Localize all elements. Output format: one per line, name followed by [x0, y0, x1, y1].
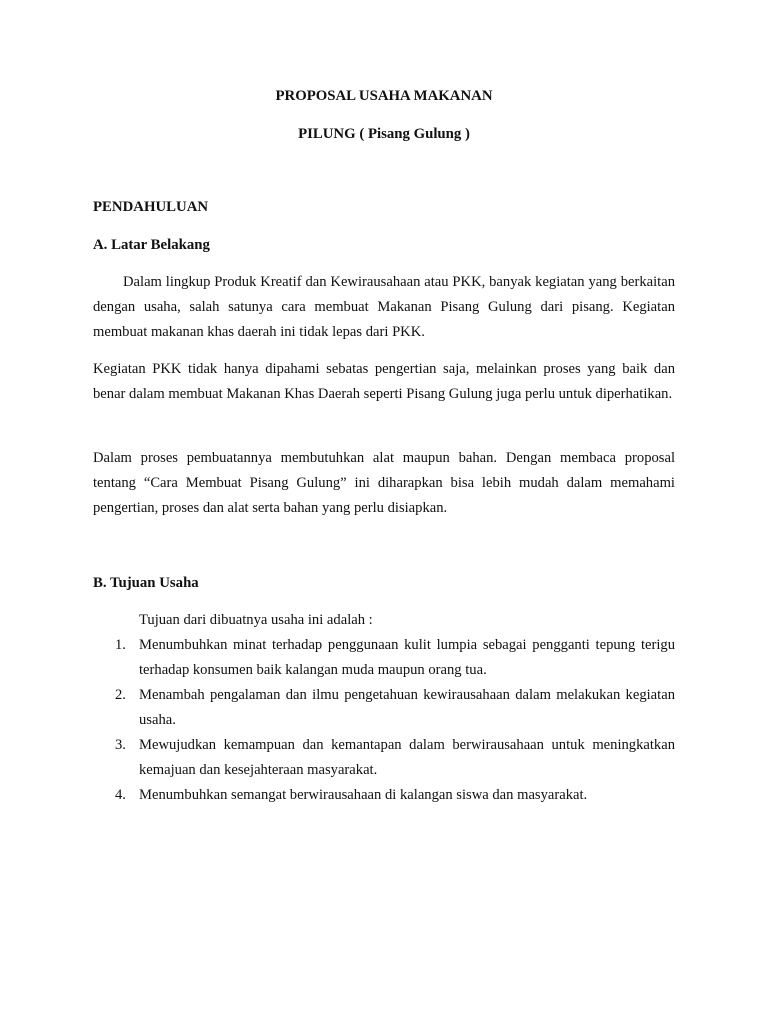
list-item	[93, 733, 675, 783]
list-item-text: Menumbuhkan semangat berwirausahaan di kalangan siswa dan masyarakat.	[139, 787, 588, 803]
paragraph-latar-1: Dalam lingkup Produk Kreatif dan Kewirausahaan atau PKK, banyak kegiatan yang berkaitan dengan usaha, salah satunya cara membuat Makanan Pisang Gulung dari pisang. Kegiatan membuat makanan khas daerah ini tidak lepas dari PKK.	[93, 274, 675, 340]
list-item-number: 4.	[115, 787, 126, 803]
section-heading-latar-belakang: A. Latar Belakang	[93, 237, 210, 253]
list-item	[93, 633, 675, 683]
document-subtitle: PILUNG ( Pisang Gulung )	[298, 126, 470, 142]
list-item-number: 3.	[115, 737, 126, 753]
list-item-text: Menumbuhkan minat terhadap penggunaan kulit lumpia sebagai pengganti tepung terigu terhadap konsumen baik kalangan muda maupun orang tua.	[139, 637, 675, 678]
tujuan-intro: Tujuan dari dibuatnya usaha ini adalah :	[139, 612, 373, 628]
list-item	[93, 683, 675, 733]
document-title: PROPOSAL USAHA MAKANAN	[275, 88, 493, 104]
list-item	[93, 783, 675, 808]
list-item-number: 2.	[115, 687, 126, 703]
list-item-text: Menambah pengalaman dan ilmu pengetahuan kewirausahaan dalam melakukan kegiatan usaha.	[139, 687, 675, 728]
paragraph-latar-2: Kegiatan PKK tidak hanya dipahami sebatas pengertian saja, melainkan proses yang baik dan benar dalam membuat Makanan Khas Daerah seperti Pisang Gulung juga perlu untuk diperhatikan.	[93, 361, 675, 402]
list-item-text: Mewujudkan kemampuan dan kemantapan dalam berwirausahaan untuk meningkatkan kemajuan dan kesejahteraan masyarakat.	[139, 737, 675, 778]
list-item-number: 1.	[115, 637, 126, 653]
section-heading-pendahuluan: PENDAHULUAN	[93, 199, 209, 215]
tujuan-list	[93, 633, 675, 808]
paragraph-latar-3: Dalam proses pembuatannya membutuhkan alat maupun bahan. Dengan membaca proposal tentang “Cara Membuat Pisang Gulung” ini diharapkan bisa lebih mudah dalam memahami pengertian, proses dan alat serta bahan yang perlu disiapkan.	[93, 450, 675, 516]
section-heading-tujuan-usaha: B. Tujuan Usaha	[93, 575, 199, 591]
